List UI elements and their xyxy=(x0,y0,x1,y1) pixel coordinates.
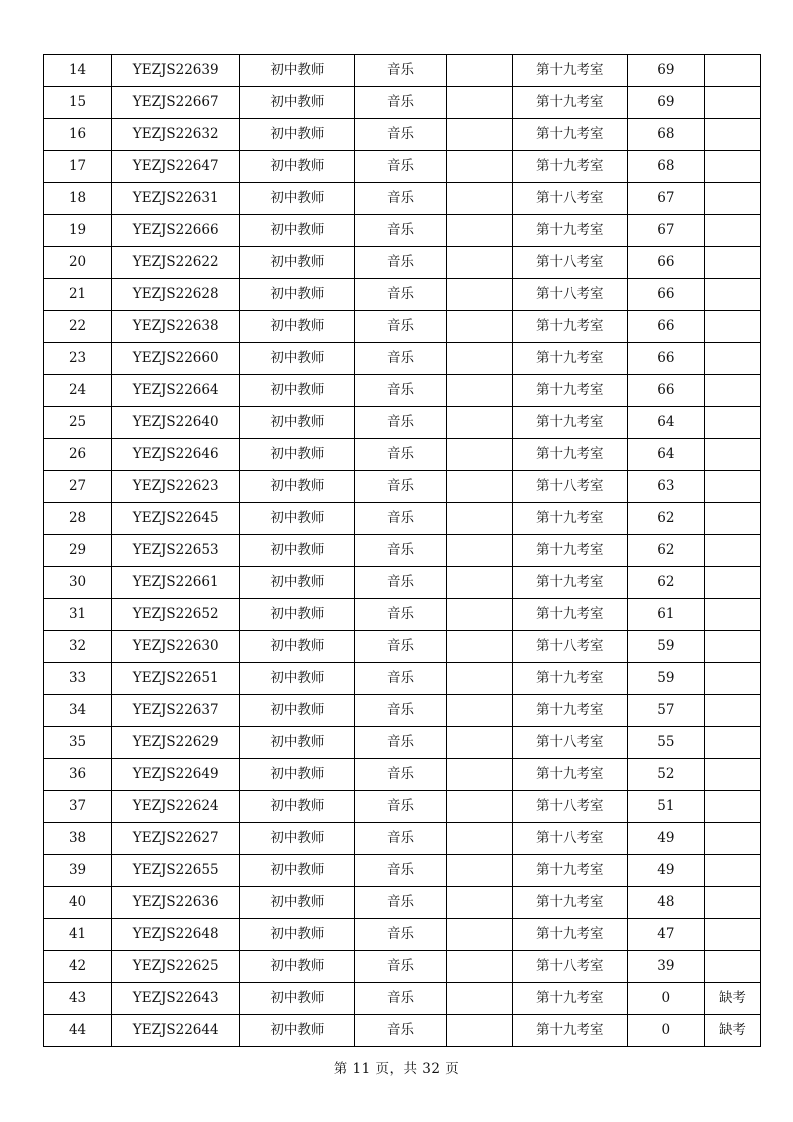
score-cell: 68 xyxy=(627,119,704,151)
subject-cell: 音乐 xyxy=(355,247,446,279)
exam-room-cell: 第十八考室 xyxy=(512,183,627,215)
subject-cell: 音乐 xyxy=(355,631,446,663)
candidate-id-cell: YEZJS22630 xyxy=(112,631,240,663)
table-row xyxy=(44,119,761,151)
position-cell: 初中教师 xyxy=(240,279,355,311)
score-cell: 59 xyxy=(627,663,704,695)
exam-room-cell: 第十九考室 xyxy=(512,407,627,439)
candidate-id-cell: YEZJS22648 xyxy=(112,919,240,951)
score-cell: 66 xyxy=(627,343,704,375)
seq-cell: 28 xyxy=(44,503,112,535)
position-cell: 初中教师 xyxy=(240,759,355,791)
remark-cell xyxy=(704,183,760,215)
remark-cell xyxy=(704,791,760,823)
table-row xyxy=(44,631,761,663)
table-row xyxy=(44,791,761,823)
score-cell: 52 xyxy=(627,759,704,791)
table-row xyxy=(44,695,761,727)
exam-room-cell: 第十九考室 xyxy=(512,439,627,471)
candidate-id-cell: YEZJS22655 xyxy=(112,855,240,887)
table-row xyxy=(44,951,761,983)
blank-cell xyxy=(446,887,512,919)
table-row xyxy=(44,919,761,951)
subject-cell: 音乐 xyxy=(355,887,446,919)
candidate-id-cell: YEZJS22640 xyxy=(112,407,240,439)
score-cell: 67 xyxy=(627,183,704,215)
seq-cell: 24 xyxy=(44,375,112,407)
subject-cell: 音乐 xyxy=(355,919,446,951)
blank-cell xyxy=(446,855,512,887)
candidate-id-cell: YEZJS22667 xyxy=(112,87,240,119)
score-table xyxy=(43,54,761,1047)
position-cell: 初中教师 xyxy=(240,215,355,247)
table-row xyxy=(44,855,761,887)
seq-cell: 41 xyxy=(44,919,112,951)
exam-room-cell: 第十九考室 xyxy=(512,1015,627,1047)
exam-room-cell: 第十九考室 xyxy=(512,119,627,151)
candidate-id-cell: YEZJS22651 xyxy=(112,663,240,695)
blank-cell xyxy=(446,823,512,855)
score-cell: 63 xyxy=(627,471,704,503)
position-cell: 初中教师 xyxy=(240,471,355,503)
blank-cell xyxy=(446,471,512,503)
table-row xyxy=(44,311,761,343)
position-cell: 初中教师 xyxy=(240,151,355,183)
subject-cell: 音乐 xyxy=(355,567,446,599)
seq-cell: 34 xyxy=(44,695,112,727)
score-cell: 39 xyxy=(627,951,704,983)
remark-cell xyxy=(704,631,760,663)
table-row xyxy=(44,727,761,759)
blank-cell xyxy=(446,343,512,375)
seq-cell: 33 xyxy=(44,663,112,695)
blank-cell xyxy=(446,631,512,663)
score-cell: 55 xyxy=(627,727,704,759)
remark-cell xyxy=(704,407,760,439)
exam-room-cell: 第十九考室 xyxy=(512,375,627,407)
remark-cell xyxy=(704,951,760,983)
exam-room-cell: 第十九考室 xyxy=(512,983,627,1015)
seq-cell: 39 xyxy=(44,855,112,887)
remark-cell: 缺考 xyxy=(704,1015,760,1047)
exam-room-cell: 第十九考室 xyxy=(512,599,627,631)
candidate-id-cell: YEZJS22643 xyxy=(112,983,240,1015)
remark-cell xyxy=(704,55,760,87)
seq-cell: 30 xyxy=(44,567,112,599)
subject-cell: 音乐 xyxy=(355,375,446,407)
table-row xyxy=(44,407,761,439)
candidate-id-cell: YEZJS22629 xyxy=(112,727,240,759)
exam-room-cell: 第十九考室 xyxy=(512,55,627,87)
candidate-id-cell: YEZJS22653 xyxy=(112,535,240,567)
blank-cell xyxy=(446,279,512,311)
subject-cell: 音乐 xyxy=(355,183,446,215)
score-cell: 66 xyxy=(627,279,704,311)
subject-cell: 音乐 xyxy=(355,663,446,695)
seq-cell: 20 xyxy=(44,247,112,279)
exam-room-cell: 第十九考室 xyxy=(512,855,627,887)
subject-cell: 音乐 xyxy=(355,823,446,855)
blank-cell xyxy=(446,983,512,1015)
table-row xyxy=(44,183,761,215)
remark-cell xyxy=(704,695,760,727)
table-row xyxy=(44,151,761,183)
candidate-id-cell: YEZJS22637 xyxy=(112,695,240,727)
position-cell: 初中教师 xyxy=(240,791,355,823)
position-cell: 初中教师 xyxy=(240,951,355,983)
exam-room-cell: 第十八考室 xyxy=(512,471,627,503)
score-cell: 49 xyxy=(627,823,704,855)
score-table-body xyxy=(44,55,761,1047)
subject-cell: 音乐 xyxy=(355,791,446,823)
position-cell: 初中教师 xyxy=(240,599,355,631)
remark-cell xyxy=(704,503,760,535)
remark-cell xyxy=(704,151,760,183)
exam-room-cell: 第十九考室 xyxy=(512,311,627,343)
subject-cell: 音乐 xyxy=(355,727,446,759)
table-row xyxy=(44,247,761,279)
score-cell: 66 xyxy=(627,375,704,407)
blank-cell xyxy=(446,183,512,215)
seq-cell: 42 xyxy=(44,951,112,983)
blank-cell xyxy=(446,951,512,983)
score-cell: 62 xyxy=(627,503,704,535)
subject-cell: 音乐 xyxy=(355,279,446,311)
seq-cell: 17 xyxy=(44,151,112,183)
candidate-id-cell: YEZJS22660 xyxy=(112,343,240,375)
position-cell: 初中教师 xyxy=(240,663,355,695)
score-cell: 49 xyxy=(627,855,704,887)
exam-room-cell: 第十九考室 xyxy=(512,567,627,599)
candidate-id-cell: YEZJS22652 xyxy=(112,599,240,631)
candidate-id-cell: YEZJS22627 xyxy=(112,823,240,855)
candidate-id-cell: YEZJS22666 xyxy=(112,215,240,247)
score-cell: 62 xyxy=(627,535,704,567)
position-cell: 初中教师 xyxy=(240,695,355,727)
blank-cell xyxy=(446,215,512,247)
candidate-id-cell: YEZJS22646 xyxy=(112,439,240,471)
position-cell: 初中教师 xyxy=(240,887,355,919)
blank-cell xyxy=(446,311,512,343)
remark-cell xyxy=(704,375,760,407)
subject-cell: 音乐 xyxy=(355,855,446,887)
blank-cell xyxy=(446,599,512,631)
score-cell: 59 xyxy=(627,631,704,663)
seq-cell: 36 xyxy=(44,759,112,791)
exam-room-cell: 第十九考室 xyxy=(512,663,627,695)
table-row xyxy=(44,887,761,919)
seq-cell: 32 xyxy=(44,631,112,663)
position-cell: 初中教师 xyxy=(240,55,355,87)
exam-room-cell: 第十九考室 xyxy=(512,535,627,567)
blank-cell xyxy=(446,919,512,951)
exam-room-cell: 第十九考室 xyxy=(512,151,627,183)
seq-cell: 16 xyxy=(44,119,112,151)
table-row xyxy=(44,471,761,503)
remark-cell xyxy=(704,663,760,695)
seq-cell: 38 xyxy=(44,823,112,855)
score-cell: 64 xyxy=(627,439,704,471)
remark-cell xyxy=(704,343,760,375)
blank-cell xyxy=(446,87,512,119)
remark-cell xyxy=(704,535,760,567)
blank-cell xyxy=(446,247,512,279)
score-cell: 69 xyxy=(627,55,704,87)
remark-cell xyxy=(704,279,760,311)
candidate-id-cell: YEZJS22664 xyxy=(112,375,240,407)
exam-room-cell: 第十八考室 xyxy=(512,247,627,279)
exam-room-cell: 第十八考室 xyxy=(512,951,627,983)
exam-room-cell: 第十九考室 xyxy=(512,87,627,119)
position-cell: 初中教师 xyxy=(240,727,355,759)
remark-cell xyxy=(704,855,760,887)
exam-room-cell: 第十八考室 xyxy=(512,791,627,823)
position-cell: 初中教师 xyxy=(240,567,355,599)
blank-cell xyxy=(446,503,512,535)
remark-cell xyxy=(704,215,760,247)
subject-cell: 音乐 xyxy=(355,471,446,503)
table-row xyxy=(44,215,761,247)
exam-room-cell: 第十八考室 xyxy=(512,279,627,311)
position-cell: 初中教师 xyxy=(240,375,355,407)
table-row xyxy=(44,823,761,855)
position-cell: 初中教师 xyxy=(240,503,355,535)
exam-room-cell: 第十九考室 xyxy=(512,919,627,951)
remark-cell: 缺考 xyxy=(704,983,760,1015)
seq-cell: 26 xyxy=(44,439,112,471)
seq-cell: 43 xyxy=(44,983,112,1015)
candidate-id-cell: YEZJS22638 xyxy=(112,311,240,343)
table-row xyxy=(44,983,761,1015)
seq-cell: 27 xyxy=(44,471,112,503)
remark-cell xyxy=(704,247,760,279)
candidate-id-cell: YEZJS22639 xyxy=(112,55,240,87)
remark-cell xyxy=(704,119,760,151)
table-row xyxy=(44,759,761,791)
position-cell: 初中教师 xyxy=(240,535,355,567)
blank-cell xyxy=(446,55,512,87)
remark-cell xyxy=(704,759,760,791)
seq-cell: 15 xyxy=(44,87,112,119)
seq-cell: 44 xyxy=(44,1015,112,1047)
position-cell: 初中教师 xyxy=(240,119,355,151)
candidate-id-cell: YEZJS22661 xyxy=(112,567,240,599)
blank-cell xyxy=(446,727,512,759)
remark-cell xyxy=(704,87,760,119)
score-cell: 0 xyxy=(627,1015,704,1047)
blank-cell xyxy=(446,407,512,439)
page-number: 第 11 页，共 32 页 xyxy=(333,1061,460,1077)
subject-cell: 音乐 xyxy=(355,215,446,247)
subject-cell: 音乐 xyxy=(355,1015,446,1047)
table-row xyxy=(44,663,761,695)
remark-cell xyxy=(704,439,760,471)
table-row xyxy=(44,1015,761,1047)
exam-room-cell: 第十八考室 xyxy=(512,727,627,759)
score-cell: 0 xyxy=(627,983,704,1015)
seq-cell: 25 xyxy=(44,407,112,439)
blank-cell xyxy=(446,375,512,407)
blank-cell xyxy=(446,439,512,471)
subject-cell: 音乐 xyxy=(355,343,446,375)
exam-room-cell: 第十九考室 xyxy=(512,215,627,247)
score-cell: 66 xyxy=(627,247,704,279)
seq-cell: 40 xyxy=(44,887,112,919)
blank-cell xyxy=(446,1015,512,1047)
candidate-id-cell: YEZJS22623 xyxy=(112,471,240,503)
seq-cell: 22 xyxy=(44,311,112,343)
remark-cell xyxy=(704,567,760,599)
candidate-id-cell: YEZJS22647 xyxy=(112,151,240,183)
position-cell: 初中教师 xyxy=(240,311,355,343)
candidate-id-cell: YEZJS22624 xyxy=(112,791,240,823)
exam-room-cell: 第十九考室 xyxy=(512,503,627,535)
blank-cell xyxy=(446,567,512,599)
table-row xyxy=(44,535,761,567)
candidate-id-cell: YEZJS22631 xyxy=(112,183,240,215)
exam-room-cell: 第十九考室 xyxy=(512,343,627,375)
seq-cell: 29 xyxy=(44,535,112,567)
score-cell: 48 xyxy=(627,887,704,919)
remark-cell xyxy=(704,727,760,759)
remark-cell xyxy=(704,919,760,951)
subject-cell: 音乐 xyxy=(355,535,446,567)
blank-cell xyxy=(446,663,512,695)
score-cell: 61 xyxy=(627,599,704,631)
exam-room-cell: 第十八考室 xyxy=(512,631,627,663)
table-row xyxy=(44,503,761,535)
exam-room-cell: 第十九考室 xyxy=(512,887,627,919)
position-cell: 初中教师 xyxy=(240,855,355,887)
table-row xyxy=(44,375,761,407)
subject-cell: 音乐 xyxy=(355,759,446,791)
seq-cell: 19 xyxy=(44,215,112,247)
table-row xyxy=(44,343,761,375)
position-cell: 初中教师 xyxy=(240,183,355,215)
score-cell: 68 xyxy=(627,151,704,183)
remark-cell xyxy=(704,599,760,631)
subject-cell: 音乐 xyxy=(355,599,446,631)
blank-cell xyxy=(446,119,512,151)
candidate-id-cell: YEZJS22644 xyxy=(112,1015,240,1047)
subject-cell: 音乐 xyxy=(355,503,446,535)
seq-cell: 18 xyxy=(44,183,112,215)
blank-cell xyxy=(446,151,512,183)
table-row xyxy=(44,599,761,631)
position-cell: 初中教师 xyxy=(240,919,355,951)
score-cell: 67 xyxy=(627,215,704,247)
seq-cell: 37 xyxy=(44,791,112,823)
table-row xyxy=(44,567,761,599)
position-cell: 初中教师 xyxy=(240,983,355,1015)
position-cell: 初中教师 xyxy=(240,631,355,663)
score-cell: 69 xyxy=(627,87,704,119)
exam-room-cell: 第十九考室 xyxy=(512,695,627,727)
seq-cell: 14 xyxy=(44,55,112,87)
candidate-id-cell: YEZJS22632 xyxy=(112,119,240,151)
subject-cell: 音乐 xyxy=(355,439,446,471)
subject-cell: 音乐 xyxy=(355,695,446,727)
candidate-id-cell: YEZJS22622 xyxy=(112,247,240,279)
table-row xyxy=(44,55,761,87)
blank-cell xyxy=(446,791,512,823)
score-cell: 64 xyxy=(627,407,704,439)
subject-cell: 音乐 xyxy=(355,983,446,1015)
subject-cell: 音乐 xyxy=(355,951,446,983)
subject-cell: 音乐 xyxy=(355,55,446,87)
table-row xyxy=(44,439,761,471)
score-cell: 57 xyxy=(627,695,704,727)
subject-cell: 音乐 xyxy=(355,311,446,343)
score-cell: 51 xyxy=(627,791,704,823)
position-cell: 初中教师 xyxy=(240,247,355,279)
score-cell: 62 xyxy=(627,567,704,599)
subject-cell: 音乐 xyxy=(355,151,446,183)
table-row xyxy=(44,279,761,311)
subject-cell: 音乐 xyxy=(355,87,446,119)
subject-cell: 音乐 xyxy=(355,119,446,151)
candidate-id-cell: YEZJS22649 xyxy=(112,759,240,791)
table-row xyxy=(44,87,761,119)
position-cell: 初中教师 xyxy=(240,823,355,855)
remark-cell xyxy=(704,471,760,503)
position-cell: 初中教师 xyxy=(240,87,355,119)
blank-cell xyxy=(446,695,512,727)
score-cell: 66 xyxy=(627,311,704,343)
remark-cell xyxy=(704,887,760,919)
seq-cell: 35 xyxy=(44,727,112,759)
candidate-id-cell: YEZJS22636 xyxy=(112,887,240,919)
blank-cell xyxy=(446,759,512,791)
position-cell: 初中教师 xyxy=(240,439,355,471)
seq-cell: 23 xyxy=(44,343,112,375)
candidate-id-cell: YEZJS22628 xyxy=(112,279,240,311)
position-cell: 初中教师 xyxy=(240,343,355,375)
candidate-id-cell: YEZJS22645 xyxy=(112,503,240,535)
blank-cell xyxy=(446,535,512,567)
subject-cell: 音乐 xyxy=(355,407,446,439)
remark-cell xyxy=(704,823,760,855)
score-cell: 47 xyxy=(627,919,704,951)
position-cell: 初中教师 xyxy=(240,407,355,439)
seq-cell: 31 xyxy=(44,599,112,631)
remark-cell xyxy=(704,311,760,343)
exam-room-cell: 第十八考室 xyxy=(512,823,627,855)
seq-cell: 21 xyxy=(44,279,112,311)
candidate-id-cell: YEZJS22625 xyxy=(112,951,240,983)
position-cell: 初中教师 xyxy=(240,1015,355,1047)
exam-room-cell: 第十九考室 xyxy=(512,759,627,791)
